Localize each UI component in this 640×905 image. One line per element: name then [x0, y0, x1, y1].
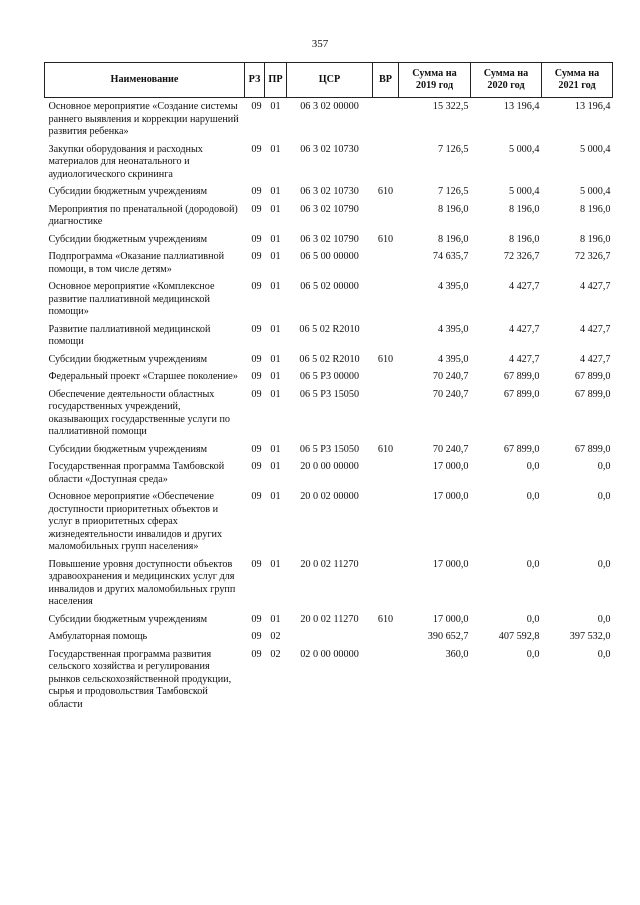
row-rz: 09	[251, 101, 262, 112]
row-sum-2019: 360,0	[445, 648, 469, 660]
table-row	[45, 233, 613, 251]
row-sum-2020: 4 427,7	[508, 323, 540, 335]
row-csr: 20 0 00 00000	[300, 461, 359, 472]
row-sum-2019: 70 240,7	[432, 388, 469, 400]
row-sum-2019: 4 395,0	[437, 323, 469, 335]
table-body	[45, 98, 613, 716]
row-sum-2021: 5 000,4	[579, 143, 611, 155]
row-sum-2020: 8 196,0	[508, 203, 540, 215]
row-sum-2020: 72 326,7	[503, 251, 540, 262]
row-sum-2021: 67 899,0	[574, 388, 611, 400]
row-csr: 06 5 02 R2010	[299, 353, 360, 365]
row-pr: 01	[270, 613, 281, 625]
row-name: Подпрограмма «Оказание паллиативной помощи, в том числе детям»	[48, 251, 225, 275]
row-sum-2020: 8 196,0	[508, 233, 540, 245]
row-rz: 09	[251, 203, 262, 215]
row-vr: 610	[377, 613, 394, 625]
header-csr: ЦСР	[287, 63, 373, 98]
row-sum-2019: 4 395,0	[437, 281, 469, 292]
row-pr: 02	[270, 631, 281, 642]
table-row	[45, 143, 613, 186]
row-sum-2020: 0,0	[526, 558, 540, 570]
row-csr: 06 5 P3 00000	[299, 371, 360, 382]
row-sum-2021: 0,0	[597, 648, 611, 660]
row-vr: 610	[377, 233, 394, 245]
row-name: Закупки оборудования и расходных материалов для неонатального и аудиологического скрининга	[48, 143, 203, 180]
row-vr	[373, 558, 399, 613]
row-name: Развитие паллиативной медицинской помощи	[48, 323, 211, 347]
row-rz: 09	[251, 443, 262, 455]
row-name: Федеральный проект «Старшее поколение»	[48, 371, 238, 382]
row-sum-2021: 8 196,0	[579, 203, 611, 215]
row-rz: 09	[251, 631, 262, 642]
row-sum-2019: 70 240,7	[432, 371, 469, 382]
row-sum-2019: 74 635,7	[432, 251, 469, 262]
row-sum-2020: 0,0	[526, 648, 540, 660]
row-sum-2021: 8 196,0	[579, 233, 611, 245]
row-pr: 01	[270, 443, 281, 455]
row-sum-2020: 67 899,0	[503, 371, 540, 382]
row-pr: 01	[270, 233, 281, 245]
row-name: Обеспечение деятельности областных государственных учреждений, оказывающих государственные услуги по паллиативной помощи	[48, 388, 231, 437]
table-row	[45, 460, 613, 490]
table-row	[45, 388, 613, 443]
row-name: Амбулаторная помощь	[48, 631, 148, 642]
table-row	[45, 280, 613, 323]
table-row	[45, 185, 613, 203]
row-sum-2021: 0,0	[597, 461, 611, 472]
row-rz: 09	[251, 186, 262, 197]
row-name: Основное мероприятие «Обеспечение доступности приоритетных объектов и услуг в приоритетных сферах жизнедеятельности инвалидов и других маломобильных групп населения»	[48, 491, 223, 552]
row-vr	[373, 388, 399, 443]
row-pr: 01	[270, 371, 281, 382]
row-name: Основное мероприятие «Комплексное развитие паллиативной медицинской помощи»	[48, 281, 215, 317]
header-vr: ВР	[373, 63, 399, 98]
row-sum-2020: 0,0	[526, 491, 540, 502]
row-pr: 01	[270, 281, 281, 292]
table-row	[45, 443, 613, 461]
table-row	[45, 490, 613, 558]
row-rz: 09	[251, 648, 262, 660]
row-sum-2021: 13 196,4	[574, 101, 611, 112]
row-csr: 06 5 P3 15050	[299, 388, 360, 400]
row-pr: 01	[270, 101, 281, 112]
row-rz: 09	[251, 251, 262, 262]
row-vr	[373, 490, 399, 558]
row-sum-2020: 0,0	[526, 461, 540, 472]
row-csr: 06 3 02 10730	[300, 186, 359, 197]
row-rz: 09	[251, 143, 262, 155]
row-rz: 09	[251, 491, 262, 502]
row-name: Мероприятия по пренатальной (дородовой) диагностике	[48, 203, 238, 227]
header-name: Наименование	[45, 63, 245, 98]
table-row	[45, 558, 613, 613]
row-sum-2020: 67 899,0	[503, 388, 540, 400]
row-sum-2019: 17 000,0	[432, 613, 469, 625]
row-rz: 09	[251, 353, 262, 365]
row-sum-2019: 15 322,5	[432, 101, 469, 112]
row-sum-2021: 67 899,0	[574, 443, 611, 455]
row-csr: 06 5 02 R2010	[299, 323, 360, 335]
row-sum-2019: 7 126,5	[437, 186, 469, 197]
row-pr: 01	[270, 143, 281, 155]
budget-table	[44, 62, 613, 715]
row-csr: 06 3 02 10730	[300, 143, 359, 155]
row-sum-2020: 4 427,7	[508, 281, 540, 292]
row-pr: 01	[270, 203, 281, 215]
header-sum-2020: Сумма на 2020 год	[471, 63, 542, 98]
row-pr: 02	[270, 648, 281, 660]
row-pr: 01	[270, 491, 281, 502]
row-sum-2020: 4 427,7	[508, 353, 540, 365]
row-sum-2019: 7 126,5	[437, 143, 469, 155]
row-pr: 01	[270, 323, 281, 335]
row-sum-2021: 4 427,7	[579, 323, 611, 335]
row-name: Государственная программа Тамбовской области «Доступная среда»	[48, 461, 225, 485]
row-pr: 01	[270, 461, 281, 472]
table-row	[45, 203, 613, 233]
table-row	[45, 370, 613, 388]
row-vr	[373, 98, 399, 143]
row-name: Субсидии бюджетным учреждениям	[48, 186, 208, 197]
row-name: Субсидии бюджетным учреждениям	[48, 233, 208, 245]
row-rz: 09	[251, 461, 262, 472]
row-csr: 02 0 00 00000	[300, 648, 359, 660]
row-vr	[373, 203, 399, 233]
row-sum-2020: 0,0	[526, 613, 540, 625]
header-rz: РЗ	[245, 63, 265, 98]
row-csr: 20 0 02 00000	[300, 491, 359, 502]
row-sum-2021: 397 532,0	[569, 631, 611, 642]
row-rz: 09	[251, 388, 262, 400]
row-sum-2019: 17 000,0	[432, 558, 469, 570]
table-row	[45, 648, 613, 716]
row-rz: 09	[251, 558, 262, 570]
row-sum-2020: 407 592,8	[498, 631, 540, 642]
row-rz: 09	[251, 371, 262, 382]
row-csr: 20 0 02 11270	[300, 613, 359, 625]
table-row	[45, 613, 613, 631]
row-csr: 06 5 P3 15050	[299, 443, 360, 455]
row-sum-2020: 5 000,4	[508, 143, 540, 155]
row-csr	[287, 630, 373, 648]
row-rz: 09	[251, 613, 262, 625]
row-sum-2021: 4 427,7	[579, 281, 611, 292]
row-sum-2020: 13 196,4	[503, 101, 540, 112]
row-vr	[373, 460, 399, 490]
page-number: 357	[311, 38, 329, 50]
row-rz: 09	[251, 233, 262, 245]
row-csr: 06 5 02 00000	[300, 281, 359, 292]
row-sum-2021: 67 899,0	[574, 371, 611, 382]
row-vr	[373, 370, 399, 388]
row-csr: 06 3 02 10790	[300, 233, 359, 245]
row-vr	[373, 280, 399, 323]
table-row	[45, 323, 613, 353]
row-csr: 06 5 00 00000	[300, 251, 359, 262]
row-pr: 01	[270, 186, 281, 197]
row-pr: 01	[270, 388, 281, 400]
row-name: Основное мероприятие «Создание системы раннего выявления и коррекции нарушений развития ребенка»	[48, 101, 239, 137]
row-sum-2021: 5 000,4	[579, 186, 611, 197]
row-name: Повышение уровня доступности объектов здравоохранения и медицинских услуг для инвалидов и других маломобильных групп населения	[48, 558, 236, 607]
row-vr	[373, 143, 399, 186]
header-sum-2019: Сумма на 2019 год	[399, 63, 471, 98]
table-row	[45, 98, 613, 143]
row-vr: 610	[377, 353, 394, 365]
row-sum-2021: 4 427,7	[579, 353, 611, 365]
row-sum-2019: 390 652,7	[427, 631, 469, 642]
row-vr	[373, 630, 399, 648]
row-sum-2019: 17 000,0	[432, 461, 469, 472]
row-sum-2019: 8 196,0	[437, 203, 469, 215]
row-sum-2019: 4 395,0	[437, 353, 469, 365]
row-name: Субсидии бюджетным учреждениям	[48, 613, 208, 625]
row-sum-2021: 72 326,7	[574, 251, 611, 262]
row-rz: 09	[251, 281, 262, 292]
row-csr: 06 3 02 00000	[300, 101, 359, 112]
row-sum-2020: 67 899,0	[503, 443, 540, 455]
header-pr: ПР	[265, 63, 287, 98]
row-sum-2019: 17 000,0	[432, 491, 469, 502]
row-pr: 01	[270, 558, 281, 570]
row-sum-2020: 5 000,4	[508, 186, 540, 197]
row-name: Субсидии бюджетным учреждениям	[48, 443, 208, 455]
row-rz: 09	[251, 323, 262, 335]
row-vr	[373, 250, 399, 280]
row-sum-2021: 0,0	[597, 613, 611, 625]
table-row	[45, 630, 613, 648]
row-csr: 06 3 02 10790	[300, 203, 359, 215]
row-name: Государственная программа развития сельского хозяйства и регулирования рынков сельскохозяйственной продукции, сырья и продовольствия Тамбовской области	[48, 648, 232, 710]
row-sum-2021: 0,0	[597, 491, 611, 502]
header-sum-2021: Сумма на 2021 год	[542, 63, 613, 98]
row-vr: 610	[377, 186, 394, 197]
row-sum-2021: 0,0	[597, 558, 611, 570]
table-row	[45, 353, 613, 371]
table-row	[45, 250, 613, 280]
row-vr	[373, 648, 399, 716]
row-name: Субсидии бюджетным учреждениям	[48, 353, 208, 365]
row-pr: 01	[270, 251, 281, 262]
row-sum-2019: 70 240,7	[432, 443, 469, 455]
table-header-row	[45, 63, 613, 98]
row-sum-2019: 8 196,0	[437, 233, 469, 245]
row-pr: 01	[270, 353, 281, 365]
row-csr: 20 0 02 11270	[300, 558, 359, 570]
row-vr: 610	[377, 443, 394, 455]
row-vr	[373, 323, 399, 353]
